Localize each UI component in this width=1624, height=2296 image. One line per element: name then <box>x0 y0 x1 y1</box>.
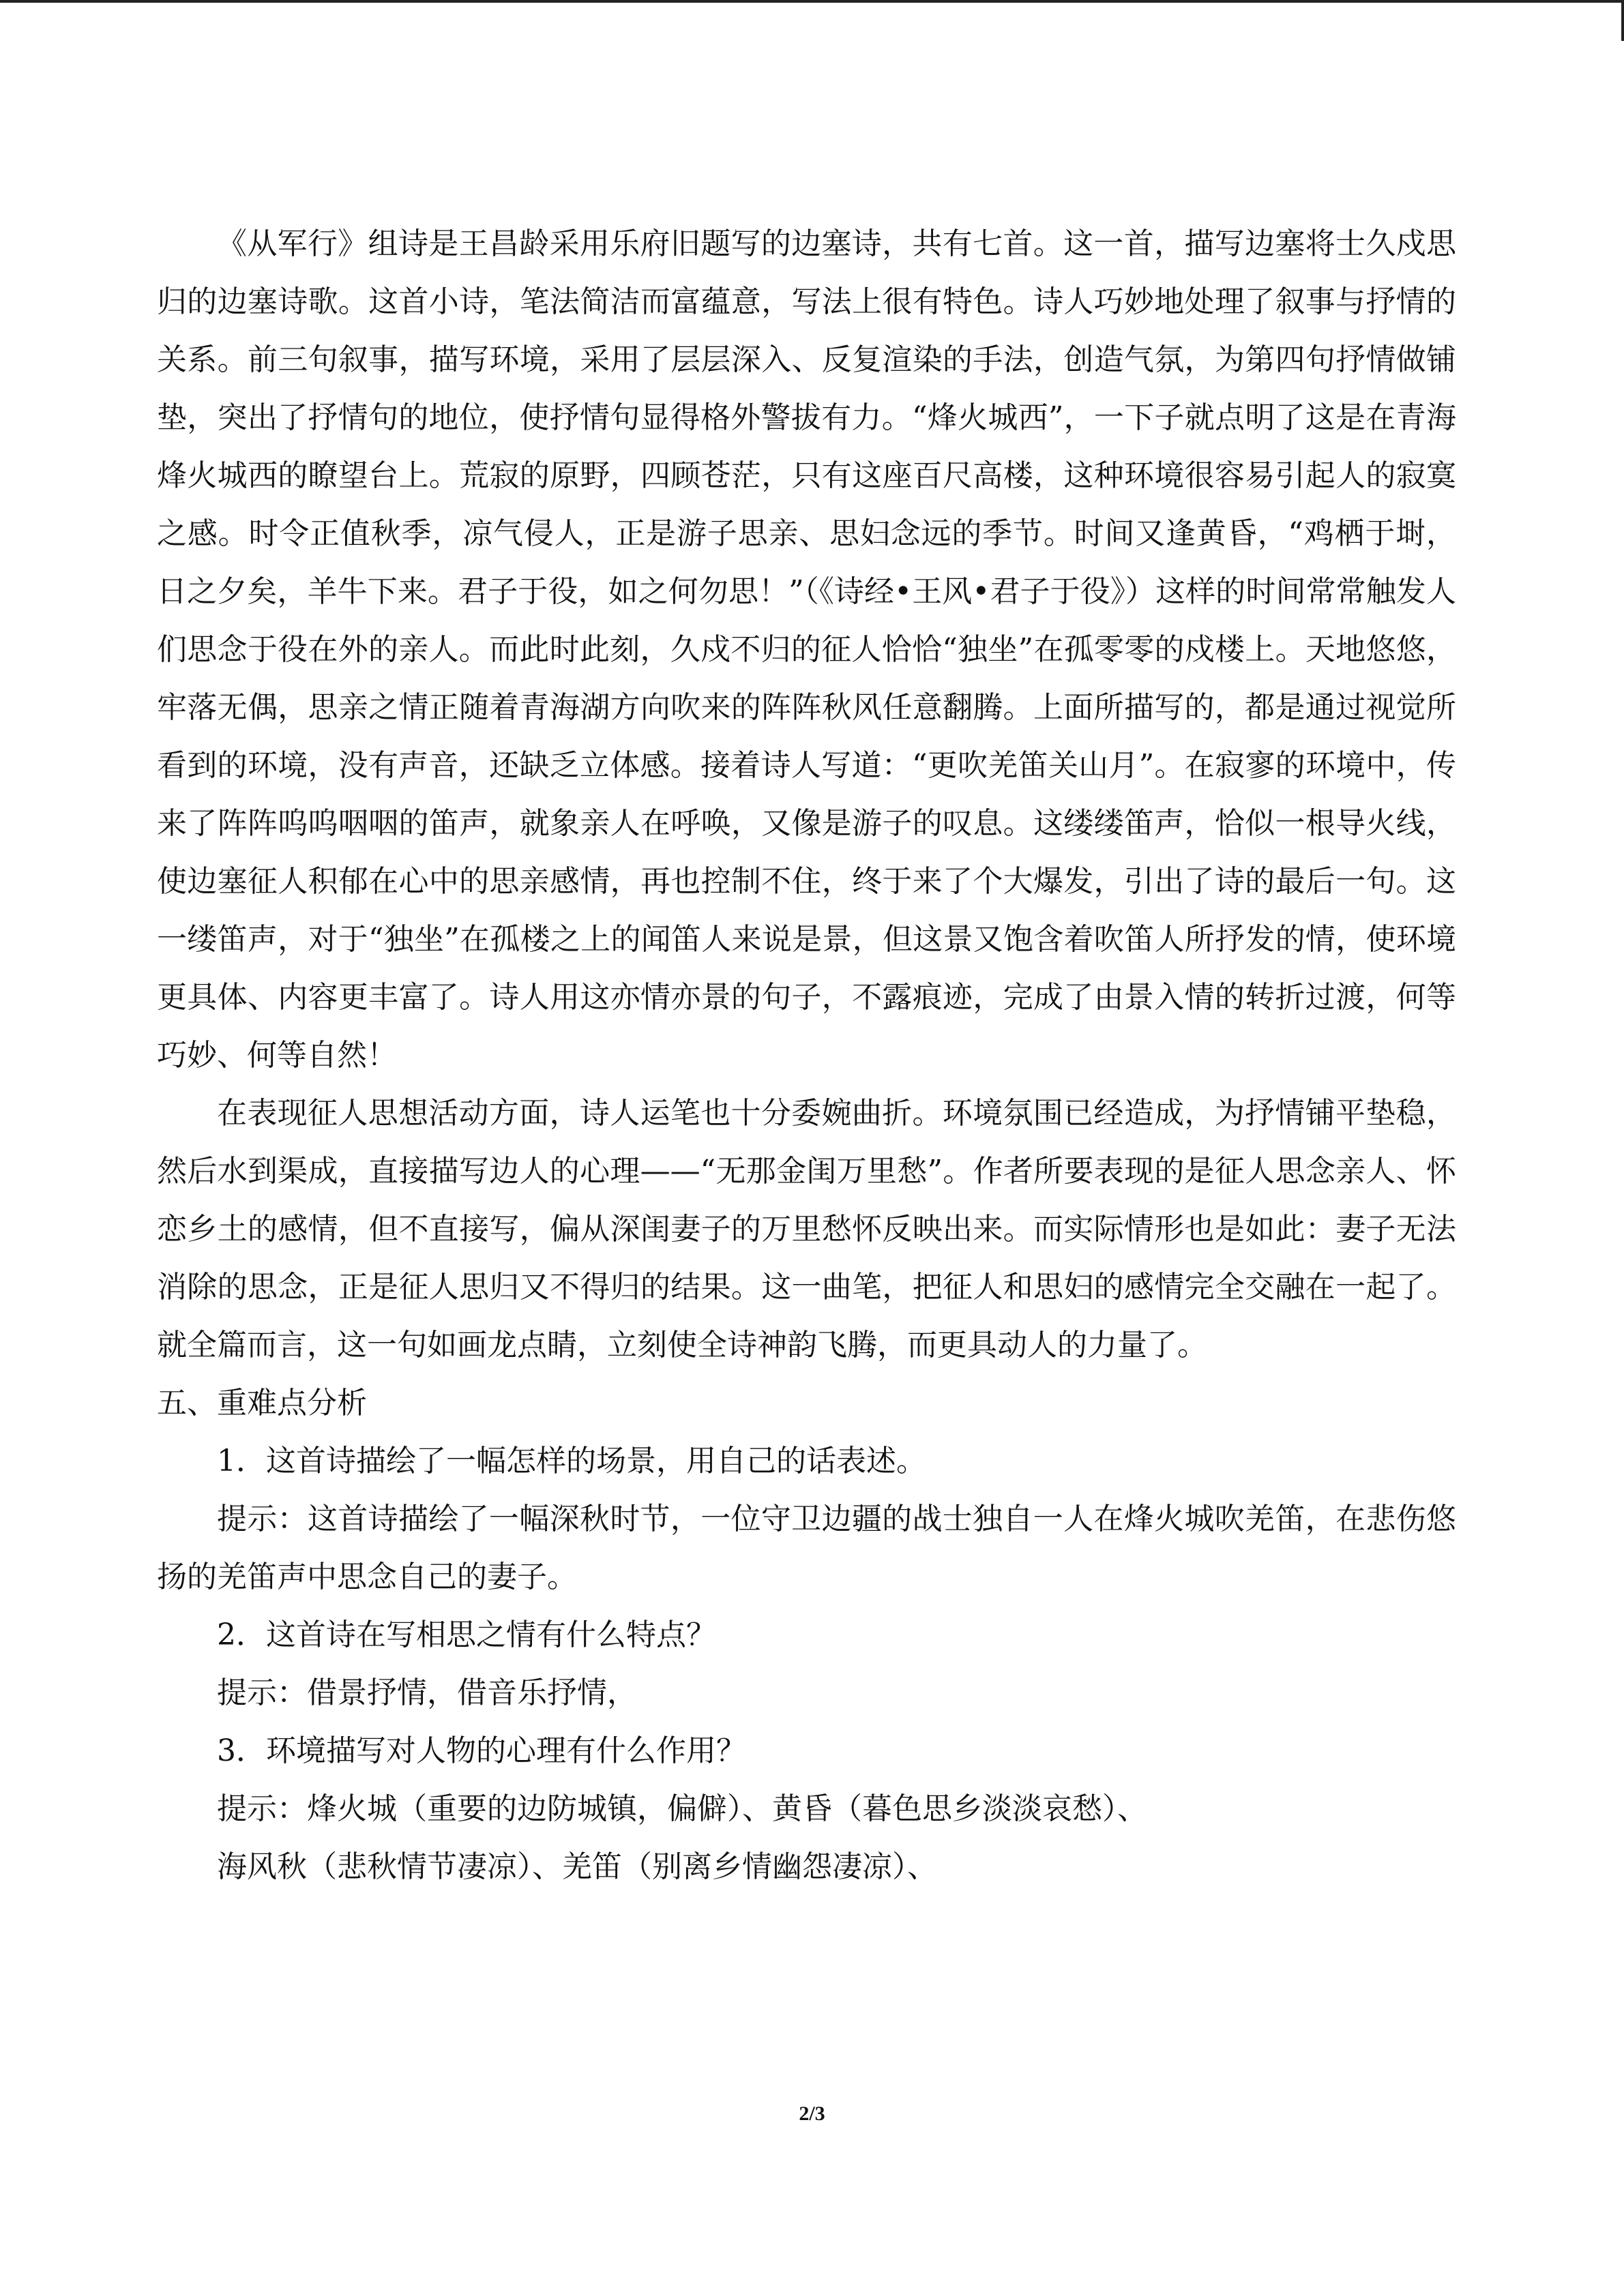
right-border-line <box>1621 0 1624 41</box>
paragraph-analysis-2: 在表现征人思想活动方面，诗人运笔也十分委婉曲折。环境氛围已经造成，为抒情铺平垫稳，然后水到渠成，直接描写边人的心理——“无那金闺万里愁”。作者所要表现的是征人思念亲人、怀恋乡土的感情，但不直接写，偏从深闺妻子的万里愁怀反映出来。而实际情形也是如此：妻子无法消除的思念，正是征人思归又不得归的结果。这一曲笔，把征人和思妇的感情完全交融在一起了。就全篇而言，这一句如画龙点睛，立刻使全诗神韵飞腾，而更具动人的力量了。 <box>157 1096 1456 1362</box>
paragraph-analysis-1: 《从军行》组诗是王昌龄采用乐府旧题写的边塞诗，共有七首。这一首，描写边塞将士久戍思归的边塞诗歌。这首小诗，笔法简洁而富蕴意，写法上很有特色。诗人巧妙地处理了叙事与抒情的关系。前三句叙事，描写环境，采用了层层深入、反复渲染的手法，创造气氛，为第四句抒情做铺垫，突出了抒情句的地位，使抒情句显得格外警拔有力。“烽火城西”，一下子就点明了这是在青海烽火城西的瞭望台上。荒寂的原野，四顾苍茫，只有这座百尺高楼，这种环境很容易引起人的寂寞之感。时令正值秋季，凉气侵人，正是游子思亲、思妇念远的季节。时间又逢黄昏，“鸡栖于埘，日之夕矣，羊牛下来。君子于役，如之何勿思！”（《诗经•王风•君子于役》）这样的时间常常触发人们思念于役在外的亲人。而此时此刻，久戍不归的征人恰恰“独坐”在孤零零的戍楼上。天地悠悠，牢落无偶，思亲之情正随着青海湖方向吹来的阵阵秋风任意翻腾。上面所描写的，都是通过视觉所看到的环境，没有声音，还缺乏立体感。接着诗人写道：“更吹羌笛关山月”。在寂寥的环境中，传来了阵阵呜呜咽咽的笛声，就象亲人在呼唤，又像是游子的叹息。这缕缕笛声，恰似一根导火线，使边塞征人积郁在心中的思亲感情，再也控制不住，终于来了个大爆发，引出了诗的最后一句。这一缕笛声，对于“独坐”在孤楼之上的闻笛人来说是景，但这景又饱含着吹笛人所抒发的情，使环境更具体、内容更丰富了。诗人用这亦情亦景的句子，不露痕迹，完成了由景入情的转折过渡，何等巧妙、何等自然！ <box>157 226 1456 1073</box>
top-border-line <box>0 0 1624 3</box>
answer-3: 提示：烽火城（重要的边防城镇，偏僻）、黄昏（暮色思乡淡淡哀愁）、 <box>217 1791 1147 1826</box>
answer-2: 提示：借景抒情，借音乐抒情， <box>217 1675 637 1710</box>
section-heading: 五、重难点分析 <box>157 1386 367 1420</box>
answer-1: 提示：这首诗描绘了一幅深秋时节，一位守卫边疆的战士独自一人在烽火城吹羌笛，在悲伤悠扬的羌笛声中思念自己的妻子。 <box>157 1502 1456 1594</box>
answer-3-continued: 海风秋（悲秋情节凄凉）、羌笛（别离乡情幽怨凄凉）、 <box>217 1849 937 1884</box>
question-2: 2．这首诗在写相思之情有什么特点？ <box>217 1617 716 1652</box>
page-number: 2/3 <box>799 2102 825 2125</box>
question-1: 1．这首诗描绘了一幅怎样的场景，用自己的话表述。 <box>217 1444 926 1478</box>
question-3: 3．环境描写对人物的心理有什么作用？ <box>217 1733 746 1768</box>
document-body <box>157 215 1456 1896</box>
